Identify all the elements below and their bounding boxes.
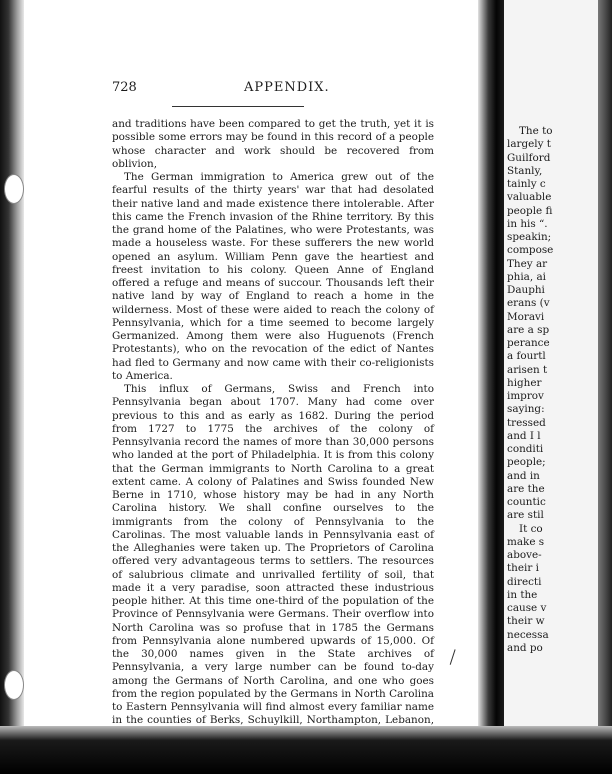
facing-page-line: tressed — [507, 416, 546, 429]
facing-page-line: are stil — [507, 509, 544, 522]
facing-page-line: saying: — [507, 403, 545, 416]
facing-page-line: higher — [507, 376, 542, 389]
facing-page-line: a fourtl — [507, 350, 546, 363]
facing-page-line: valuable — [507, 191, 552, 204]
facing-page-line: largely t — [507, 138, 551, 151]
facing-page-line: The to — [519, 125, 553, 137]
facing-page-line: and po — [507, 641, 543, 654]
facing-page-line: their i — [507, 562, 539, 575]
left-scan-edge — [0, 0, 24, 774]
facing-page-line: and in — [507, 469, 540, 482]
facing-page-line: are the — [507, 482, 545, 495]
facing-page-line: people fi — [507, 204, 553, 217]
facing-page-line: erans (v — [507, 297, 550, 310]
facing-page-line: Dauphi — [507, 284, 545, 296]
facing-page-line: improv — [507, 390, 544, 402]
facing-page-line: arisen t — [507, 363, 548, 376]
facing-page-line: perance — [507, 337, 550, 349]
right-scan-edge — [598, 0, 612, 774]
book-binding-gutter — [478, 0, 504, 774]
facing-page-line: countic — [507, 496, 546, 508]
facing-page-line: They ar — [507, 257, 548, 270]
facing-page-line: in his “. — [507, 217, 548, 230]
binder-hole — [4, 174, 24, 204]
facing-page-line: phia, ai — [507, 270, 546, 283]
facing-page-line: make s — [507, 535, 545, 548]
facing-page-line: people; — [507, 456, 546, 469]
paragraph: and traditions have been compared to get the truth, yet it is possible some errors may be found in this record of a people whose character and work should be recovered from oblivion, — [112, 118, 434, 170]
binder-hole — [4, 670, 24, 700]
facing-page-line: cause v — [507, 602, 547, 614]
facing-page-line: tainly c — [507, 178, 546, 190]
paragraph: The German immigration to America grew out of the fearful results of the thirty years' war that had desolated their native land and made existence there intolerable. After this came the French invasion of the Rhine territory. By this the grand home of the Palatines, who were Protestants, was made a houseless waste. For these sufferers the new world opened an asylum. William Penn gave the heartiest and freest invitation to his colony. Queen Anne of England offered a refuge and means of succour. Thousands left their native land by way of England to reach a home in the wilderness. Most of these were aided to reach the colony of Pennsylvania, which for a time seemed to become largely Germanized. Among them were also Huguenots (French Protestants), who on the revocation of the edict of Nantes had fled to Germany and now came with their co-religionists to America. — [112, 171, 434, 382]
facing-page-line: compose — [507, 244, 554, 257]
facing-page-line: are a sp — [507, 323, 550, 336]
facing-page-line: Moravi — [507, 310, 545, 323]
facing-page-line: Guilford — [507, 151, 551, 164]
facing-page-line: It co — [519, 522, 543, 535]
facing-page-line: in the — [507, 588, 538, 601]
facing-page-line: necessa — [507, 628, 549, 641]
paragraph: This influx of Germans, Swiss and French into Pennsylvania began about 1707. Many had come over previous to this and as early as 1682. During the period from 1727 to 1775 the archives of the colony of Pennsylvania record the names of more than 30,000 persons who landed at the port of Philadelphia. It is from this colony that the German immigrants to North Carolina to a great extent came. A colony of Palatines and Swiss founded New Berne in 1710, whose history may be had in any North Carolina history. We shall confine ourselves to the immigrants from the colony of Pennsylvania to the Carolinas. The most valuable lands in Pennsylvania east of the Alleghanies were taken up. The Proprietors of Carolina offered very advantageous terms to settlers. The resources of salubrious climate and unrivalled fertility of soil, that made it a very paradise, soon attracted these industrious people hither. At this time one-third of the population of the Province of Pennsylvania were Germans. Their overflow into North Carolina was so profuse that in 1785 the Germans from Pennsylvania alone numbered upwards of 15,000. Of the 30,000 names given in the State archives of Pennsylvania, a very large number can be found to-day among the Germans of North Carolina, and one who goes from the region populated by the Germans in North Carolina to Eastern Pennsylvania will find almost every familiar name in the counties of Berks, Schuylkill, Northampton, Lebanon, — [112, 383, 434, 727]
facing-page-text — [507, 125, 595, 655]
page-header — [112, 80, 432, 102]
page-number: 728 — [112, 80, 137, 95]
facing-page-line: and I l — [507, 429, 541, 442]
running-head: APPENDIX. — [244, 80, 330, 95]
pencil-mark — [450, 649, 462, 666]
facing-page-line: conditi — [507, 443, 544, 455]
facing-page-line: above- — [507, 549, 542, 561]
bottom-scan-edge — [0, 726, 612, 774]
facing-page-line: directi — [507, 575, 542, 588]
facing-page-line: their w — [507, 615, 545, 628]
body-text — [112, 118, 434, 741]
facing-page-line: Stanly, — [507, 164, 543, 177]
header-rule — [172, 106, 304, 107]
facing-page-line: speakin; — [507, 231, 552, 243]
